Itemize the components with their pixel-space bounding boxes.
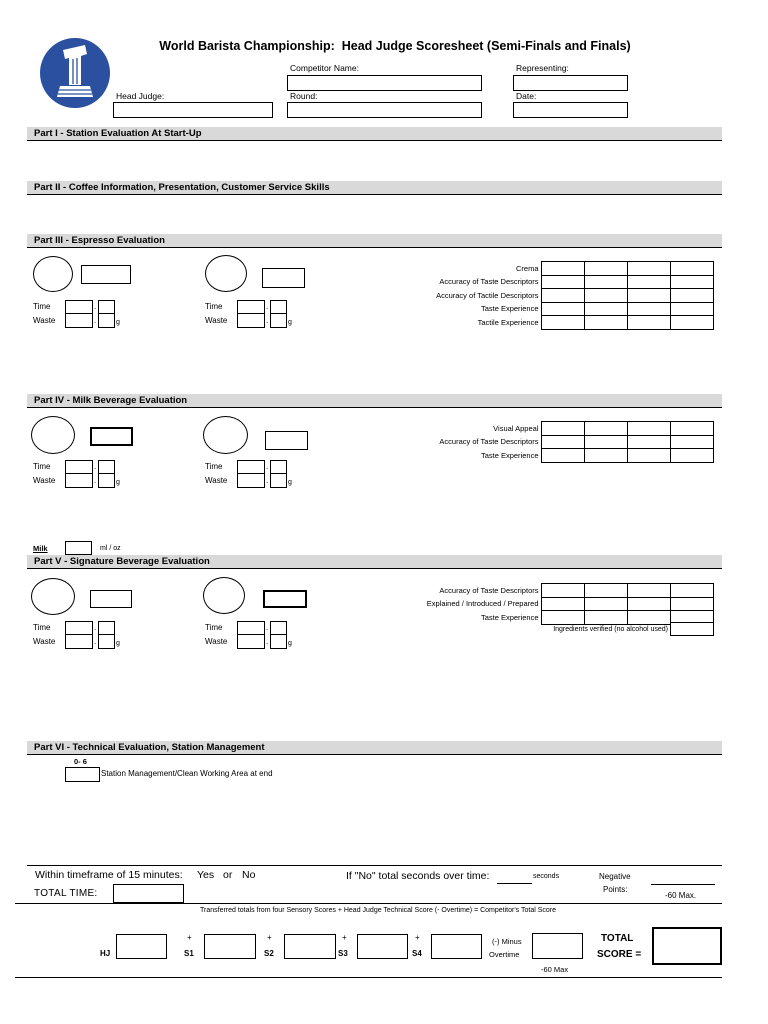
espresso-1-waste-fraction-field[interactable] [98, 313, 115, 328]
espresso-2-waste-whole-field[interactable] [237, 313, 265, 328]
totals-formula: Transferred totals from four Sensory Scores + Head Judge Technical Score (- Overtime) = Competitor's Total Score [199, 907, 557, 914]
milk-2-time-decimal-point: . [266, 462, 269, 471]
section-title: Part IV - Milk Beverage Evaluation [34, 395, 188, 406]
espresso-criterion-row [380, 302, 713, 316]
minus-overtime-label: Overtime [489, 950, 520, 959]
espresso-score-cell[interactable] [627, 262, 670, 276]
signature-score-cell[interactable] [627, 597, 670, 611]
s4-label: S4 [412, 949, 422, 958]
s3-score-field[interactable] [357, 934, 408, 959]
milk-score-cell[interactable] [584, 435, 627, 449]
plus-sign: + [187, 933, 192, 942]
espresso-1-time-fraction-field[interactable] [98, 300, 115, 314]
minus-overtime-label: (-) Minus [492, 937, 522, 946]
espresso-criterion-label: Taste Experience [480, 304, 539, 313]
competitor-name-label: Competitor Name: [290, 63, 359, 73]
hj-label: HJ [100, 949, 111, 958]
signature-1-time-label: Time [33, 623, 51, 632]
signature-score-cell[interactable] [627, 584, 670, 598]
ingredients-verified-label: Ingredients verified (no alcohol used) [553, 626, 668, 633]
espresso-criterion-row [380, 275, 713, 289]
signature-score-cell[interactable] [541, 597, 584, 611]
signature-1-time-whole-field[interactable] [65, 621, 93, 635]
milk-1-time-whole-field[interactable] [65, 460, 93, 474]
negative-points-field[interactable] [651, 884, 715, 885]
milk-criterion-row [380, 422, 713, 436]
station-management-field[interactable] [65, 767, 100, 782]
date-label: Date: [516, 91, 537, 101]
espresso-1-box[interactable] [81, 265, 131, 284]
milk-criterion-label: Taste Experience [480, 450, 539, 460]
signature-2-circle[interactable] [203, 577, 245, 614]
espresso-1-waste-decimal-point: . [94, 316, 97, 325]
signature-2-waste-whole-field[interactable] [237, 634, 265, 649]
milk-1-waste-whole-field[interactable] [65, 473, 93, 488]
espresso-2-time-label: Time [205, 302, 223, 311]
milk-1-circle[interactable] [31, 416, 75, 454]
signature-score-cell[interactable] [541, 611, 584, 625]
signature-1-waste-label: Waste [33, 637, 56, 646]
overtime-seconds-label: If "No" total seconds over time: [346, 870, 490, 882]
espresso-score-cell[interactable] [627, 289, 670, 303]
section-part-1 [27, 127, 722, 141]
total-time-field[interactable] [113, 884, 184, 903]
milk-score-cell[interactable] [584, 422, 627, 436]
espresso-score-cell[interactable] [670, 262, 713, 276]
seconds-unit: seconds [533, 873, 560, 880]
espresso-1-circle[interactable] [33, 256, 73, 292]
signature-score-cell[interactable] [584, 584, 627, 598]
signature-1-measure [33, 621, 125, 649]
signature-criterion-row [380, 584, 713, 598]
competitor-name-field[interactable] [287, 75, 482, 91]
signature-1-box[interactable] [90, 590, 132, 608]
espresso-1-time-label: Time [33, 302, 51, 311]
milk-score-cell[interactable] [670, 435, 713, 449]
milk-2-box[interactable] [265, 431, 308, 450]
overtime-deduction-field[interactable] [532, 933, 583, 959]
espresso-2-time-fraction-field[interactable] [270, 300, 287, 314]
milk-2-measure [205, 460, 297, 488]
milk-score-table [380, 421, 714, 463]
milk-1-time-label: Time [33, 462, 51, 471]
milk-score-cell[interactable] [627, 422, 670, 436]
espresso-criterion-label: Accuracy of Tactile Descriptors [436, 290, 539, 300]
timeframe-no-option[interactable]: No [242, 869, 256, 881]
milk-volume-field[interactable] [65, 541, 92, 555]
espresso-score-cell[interactable] [584, 316, 627, 330]
signature-2-waste-label: Waste [205, 637, 228, 646]
section-part-5 [27, 555, 722, 569]
espresso-criterion-label: Tactile Experience [477, 317, 539, 327]
s3-label: S3 [338, 949, 348, 958]
milk-2-circle[interactable] [203, 416, 248, 454]
milk-criterion-label: Visual Appeal [493, 423, 539, 433]
espresso-2-waste-unit: g [288, 319, 292, 326]
espresso-criterion-row [380, 316, 713, 330]
section-title: Part VI - Technical Evaluation, Station Management [34, 742, 265, 753]
espresso-criterion-label: Accuracy of Taste Descriptors [439, 277, 539, 286]
milk-score-cell[interactable] [627, 435, 670, 449]
negative-points-label: Points: [603, 885, 628, 894]
espresso-score-cell[interactable] [670, 289, 713, 303]
station-score-range: 0- 6 [74, 757, 87, 766]
milk-1-waste-fraction-field[interactable] [98, 473, 115, 488]
signature-1-circle[interactable] [31, 578, 75, 615]
espresso-score-table [380, 261, 714, 330]
milk-criterion-row [380, 435, 713, 449]
logo-base [57, 86, 93, 97]
signature-2-waste-decimal-point: . [266, 637, 269, 646]
milk-volume-unit: ml / oz [100, 545, 121, 552]
signature-2-time-fraction-field[interactable] [270, 621, 287, 635]
signature-score-cell[interactable] [670, 597, 713, 611]
espresso-score-cell[interactable] [541, 289, 584, 303]
s1-score-field[interactable] [204, 934, 256, 959]
milk-2-time-fraction-field[interactable] [270, 460, 287, 474]
signature-criterion-label: Explained / Introduced / Prepared [426, 599, 539, 608]
milk-1-time-fraction-field[interactable] [98, 460, 115, 474]
espresso-score-cell[interactable] [541, 275, 584, 289]
section-part-4 [27, 394, 722, 408]
signature-2-time-label: Time [205, 623, 223, 632]
milk-1-waste-label: Waste [33, 476, 56, 485]
representing-field[interactable] [513, 75, 628, 91]
section-title: Part III - Espresso Evaluation [34, 235, 165, 246]
espresso-2-circle[interactable] [205, 255, 247, 292]
divider-line [27, 865, 722, 866]
total-score-label: TOTAL [601, 933, 634, 944]
espresso-2-waste-fraction-field[interactable] [270, 313, 287, 328]
milk-2-waste-whole-field[interactable] [237, 473, 265, 488]
timeframe-or-label: or [223, 869, 233, 881]
signature-score-cell[interactable] [627, 611, 670, 625]
signature-1-waste-decimal-point: . [94, 637, 97, 646]
milk-2-time-whole-field[interactable] [237, 460, 265, 474]
espresso-1-waste-unit: g [116, 319, 120, 326]
total-time-label: TOTAL TIME: [34, 888, 98, 899]
ingredients-verified-field[interactable] [670, 622, 714, 636]
plus-sign: + [415, 933, 420, 942]
milk-score-cell[interactable] [670, 422, 713, 436]
total-score-label: SCORE = [597, 949, 642, 960]
milk-volume-label: Milk [33, 544, 48, 553]
timeframe-label: Within timeframe of 15 minutes: [35, 869, 183, 881]
milk-score-cell[interactable] [584, 449, 627, 463]
s1-label: S1 [184, 949, 194, 958]
signature-2-waste-fraction-field[interactable] [270, 634, 287, 649]
espresso-score-cell[interactable] [627, 316, 670, 330]
milk-criterion-row [380, 449, 713, 463]
signature-criterion-label: Accuracy of Taste Descriptors [439, 585, 539, 595]
signature-2-measure [205, 621, 297, 649]
signature-2-waste-unit: g [288, 640, 292, 647]
espresso-1-time-decimal-point: . [94, 302, 97, 311]
overtime-seconds-field[interactable] [497, 883, 532, 884]
signature-score-table [380, 583, 714, 625]
espresso-score-cell[interactable] [670, 316, 713, 330]
milk-2-waste-unit: g [288, 479, 292, 486]
negative-points-label: Negative [599, 872, 631, 881]
milk-2-time-label: Time [205, 462, 223, 471]
divider-line [15, 977, 722, 978]
round-field[interactable] [287, 102, 482, 118]
signature-1-waste-whole-field[interactable] [65, 634, 93, 649]
signature-score-cell[interactable] [584, 611, 627, 625]
page-title: World Barista Championship: Head Judge Scoresheet (Semi-Finals and Finals) [159, 39, 631, 53]
representing-label: Representing: [516, 63, 569, 73]
espresso-score-cell[interactable] [541, 302, 584, 316]
espresso-1-waste-label: Waste [33, 316, 56, 325]
signature-1-time-fraction-field[interactable] [98, 621, 115, 635]
head-judge-label: Head Judge: [116, 91, 165, 101]
date-field[interactable] [513, 102, 628, 118]
signature-criterion-row [380, 597, 713, 611]
signature-score-cell[interactable] [670, 584, 713, 598]
s2-score-field[interactable] [284, 934, 336, 959]
signature-criterion-row [380, 611, 713, 625]
negative-points-max: -60 Max. [665, 891, 697, 900]
espresso-score-cell[interactable] [670, 275, 713, 289]
milk-score-cell[interactable] [627, 449, 670, 463]
signature-1-time-decimal-point: . [94, 623, 97, 632]
section-part-6 [27, 741, 722, 755]
signature-2-box[interactable] [263, 590, 307, 608]
espresso-score-cell[interactable] [584, 289, 627, 303]
milk-2-waste-label: Waste [205, 476, 228, 485]
signature-score-cell[interactable] [541, 584, 584, 598]
milk-score-cell[interactable] [541, 422, 584, 436]
milk-score-cell[interactable] [541, 449, 584, 463]
milk-criterion-label: Accuracy of Taste Descriptors [439, 437, 539, 446]
s4-score-field[interactable] [431, 934, 482, 959]
espresso-criterion-label: Crema [515, 263, 539, 273]
total-score-field[interactable] [652, 927, 722, 965]
espresso-score-cell[interactable] [584, 275, 627, 289]
milk-score-cell[interactable] [541, 435, 584, 449]
hj-score-field[interactable] [116, 934, 167, 959]
milk-1-measure [33, 460, 125, 488]
espresso-2-waste-label: Waste [205, 316, 228, 325]
round-label: Round: [290, 91, 318, 101]
milk-score-cell[interactable] [670, 449, 713, 463]
espresso-score-cell[interactable] [584, 262, 627, 276]
section-part-2 [27, 181, 722, 195]
plus-sign: + [267, 933, 272, 942]
espresso-2-box[interactable] [262, 268, 305, 288]
overtime-max-label: -60 Max [541, 965, 569, 974]
espresso-2-measure [205, 300, 297, 328]
signature-1-waste-fraction-field[interactable] [98, 634, 115, 649]
milk-2-waste-decimal-point: . [266, 476, 269, 485]
milk-1-box[interactable] [90, 427, 133, 446]
milk-2-waste-fraction-field[interactable] [270, 473, 287, 488]
signature-2-time-decimal-point: . [266, 623, 269, 632]
section-title: Part I - Station Evaluation At Start-Up [34, 128, 202, 139]
plus-sign: + [342, 933, 347, 942]
espresso-score-cell[interactable] [670, 302, 713, 316]
section-part-3 [27, 234, 722, 248]
espresso-1-waste-whole-field[interactable] [65, 313, 93, 328]
s2-label: S2 [264, 949, 274, 958]
divider-line [15, 903, 722, 904]
espresso-1-measure [33, 300, 125, 328]
espresso-1-time-whole-field[interactable] [65, 300, 93, 314]
espresso-score-cell[interactable] [627, 275, 670, 289]
signature-2-time-whole-field[interactable] [237, 621, 265, 635]
espresso-score-cell[interactable] [584, 302, 627, 316]
milk-1-waste-decimal-point: . [94, 476, 97, 485]
milk-1-waste-unit: g [116, 479, 120, 486]
espresso-score-cell[interactable] [627, 302, 670, 316]
espresso-score-cell[interactable] [541, 262, 584, 276]
espresso-2-time-decimal-point: . [266, 302, 269, 311]
signature-criterion-label: Taste Experience [480, 612, 539, 622]
timeframe-yes-option[interactable]: Yes [197, 869, 215, 881]
espresso-score-cell[interactable] [541, 316, 584, 330]
section-title: Part II - Coffee Information, Presentation, Customer Service Skills [34, 182, 330, 193]
signature-1-waste-unit: g [116, 640, 120, 647]
station-management-label: Station Management/Clean Working Area at end [101, 769, 273, 778]
head-judge-field[interactable] [113, 102, 273, 118]
milk-1-time-decimal-point: . [94, 462, 97, 471]
espresso-criterion-row [380, 289, 713, 303]
espresso-2-time-whole-field[interactable] [237, 300, 265, 314]
signature-score-cell[interactable] [584, 597, 627, 611]
espresso-criterion-row [380, 262, 713, 276]
section-title: Part V - Signature Beverage Evaluation [34, 556, 210, 567]
espresso-2-waste-decimal-point: . [266, 316, 269, 325]
